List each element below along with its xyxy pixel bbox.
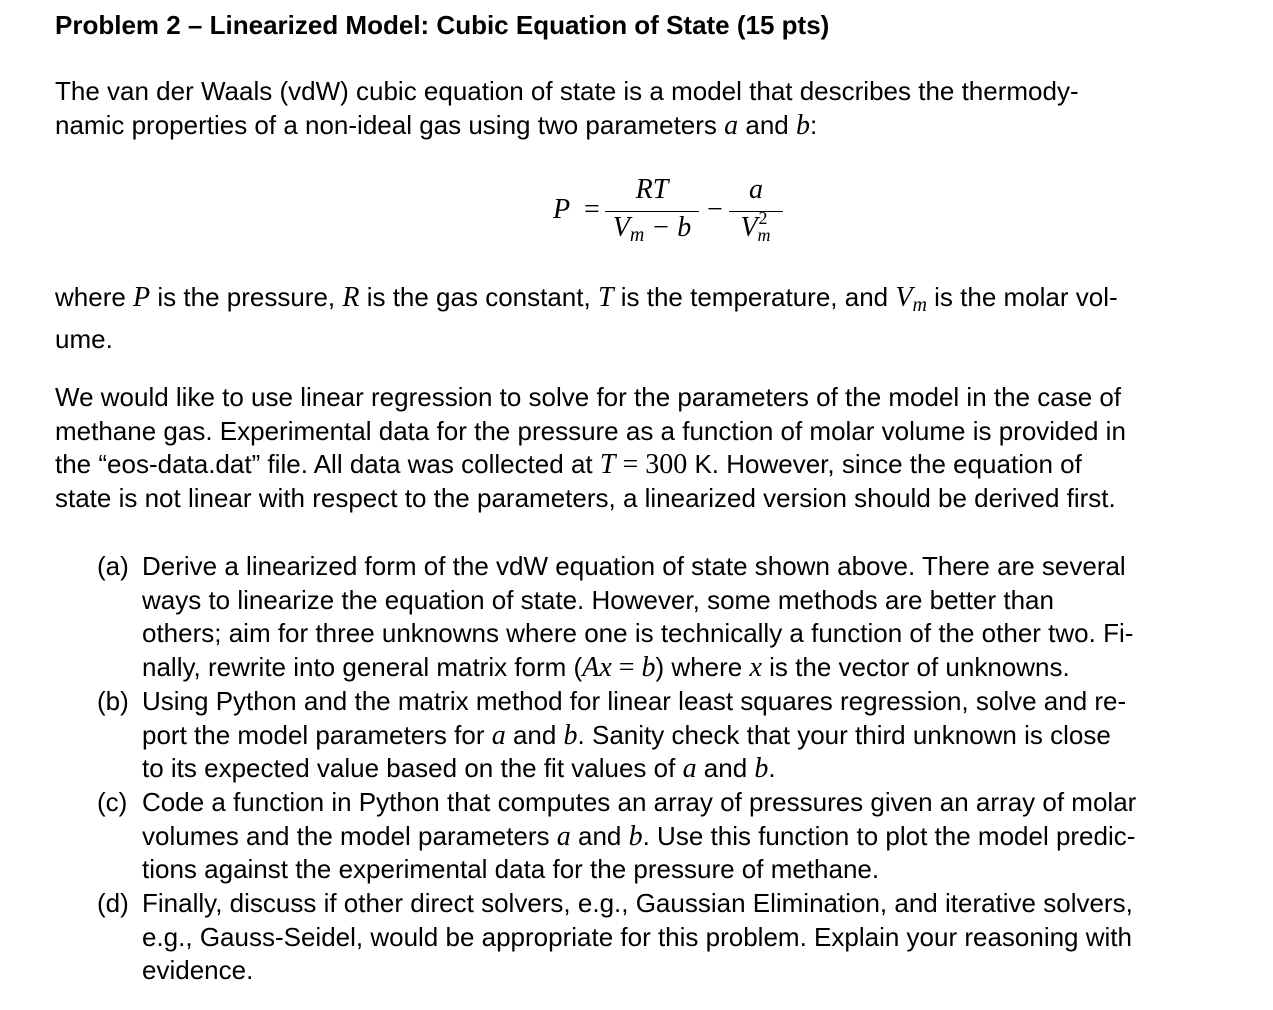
task-marker: (d) xyxy=(97,888,129,919)
fraction-a-numerator: a xyxy=(749,174,763,205)
var-vm: V xyxy=(895,282,913,313)
and-text: and xyxy=(738,109,796,140)
vdw-equation xyxy=(553,168,813,258)
task-marker: (c) xyxy=(97,786,128,817)
task-marker: (a) xyxy=(97,551,129,581)
problem-title: Problem 2 – Linearized Model: Cubic Equation of State (15 pts) xyxy=(55,10,830,40)
fraction-rt-numerator: RT xyxy=(635,174,669,205)
task-item-d: (d) Finally, discuss if other direct solvers, e.g., Gaussian Elimination, and iterative solvers, e.g., Gauss-Seidel, would be appropriate for this problem. Explain your reasoning with evidence. xyxy=(97,888,1133,986)
var-t: T xyxy=(599,449,616,481)
intro-paragraph xyxy=(55,75,1079,142)
task-item-c: (c) Code a function in Python that computes an array of pressures given an array of molar volumes and the model parameters a and b. Use this function to plot the model predic- tions against the experimental data for the pressure of methane. xyxy=(97,786,1137,885)
fraction-a xyxy=(729,168,783,254)
where-paragraph: where P is the pressure, R is the gas constant, T is the temperature, and $V_m$ is the molar vol- ume. xyxy=(55,282,1118,354)
fraction-a-denominator: V 2 m xyxy=(740,208,771,245)
param-b: b xyxy=(795,109,810,141)
regression-paragraph: We would like to use linear regression to solve for the parameters of the model in the case of methane gas. Experimental data for the pressure as a function of molar volume is provided in the “eos-data.dat” file. All data was collected at T = 300 K. However, since the equation of state is not linear with respect to the parameters, a linearized version should be derived first. xyxy=(55,382,1126,514)
var-r: R xyxy=(342,282,360,313)
intro-line-2: namic properties of a non-ideal gas using two parameters xyxy=(55,109,725,140)
task-item-a: (a) Derive a linearized form of the vdW equation of state shown above. There are several ways to linearize the equation of state. However, some methods are better than others; aim for three unknowns where one is technically a function of the other two. Fi- nally, rewrite into general matrix form (Ax = b) where x is the vector of unknowns. xyxy=(97,551,1134,684)
equation-equals: = xyxy=(584,194,600,225)
task-marker: (b) xyxy=(97,685,129,716)
task-item-b: (b) Using Python and the matrix method for linear least squares regression, solve and re- port the model parameters for a and b. Sanity check that your third unknown is close to its expected value based on the fit values of a and b. xyxy=(97,685,1127,785)
var-t: T xyxy=(597,282,614,313)
equation-minus: − xyxy=(707,194,723,225)
var-p: P xyxy=(133,282,151,313)
equation-lhs: P xyxy=(553,194,571,225)
param-a: a xyxy=(724,109,739,141)
fraction-rt-denominator: $V_m - b$ xyxy=(612,212,692,246)
colon: : xyxy=(809,109,818,140)
intro-line-1: The van der Waals (vdW) cubic equation of state is a model that describes the thermody- xyxy=(55,76,1079,106)
task-list xyxy=(97,550,1257,988)
fraction-rt xyxy=(605,168,699,254)
